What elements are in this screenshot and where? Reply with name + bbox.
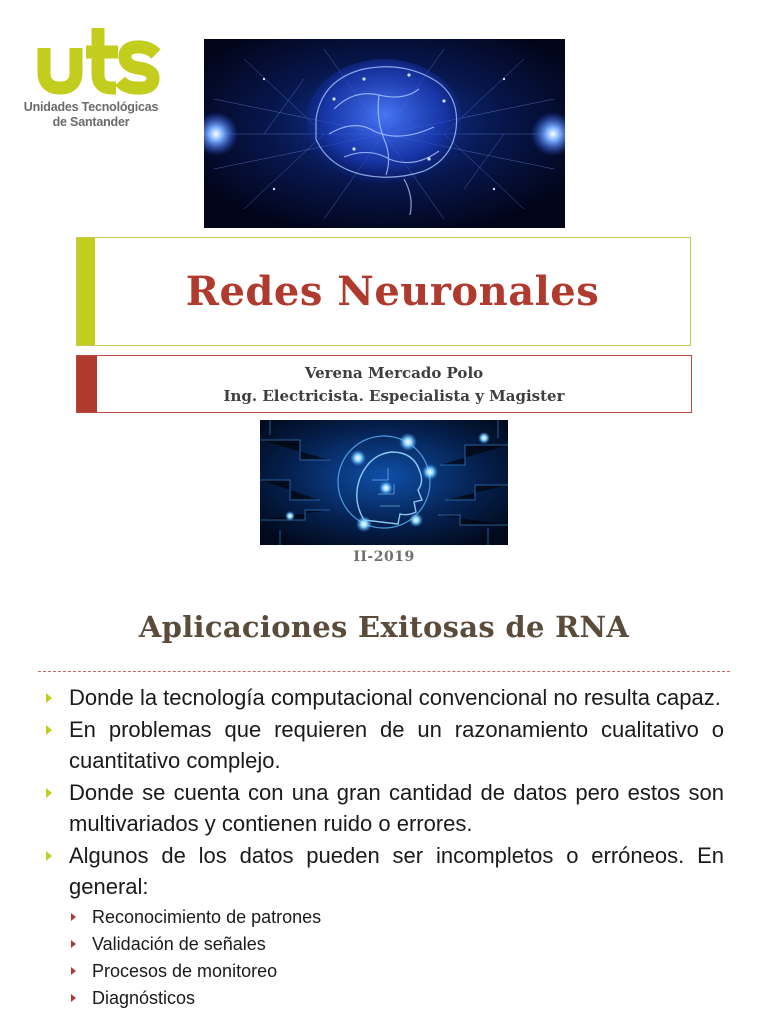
ai-circuit-head-image	[260, 420, 508, 545]
bullet-text: Algunos de los datos pueden ser incompletos o erróneos. En general:	[69, 843, 724, 899]
bullet-arrow-icon	[46, 725, 52, 735]
sub-bullet-text: Procesos de monitoreo	[92, 961, 278, 981]
list-item	[44, 777, 724, 839]
semester-label: II-2019	[353, 549, 415, 565]
logo-text-line1: Unidades Tecnológicas	[23, 100, 159, 114]
bullet-arrow-icon	[46, 851, 52, 861]
sub-bullet-arrow-icon	[71, 913, 76, 921]
bullet-list	[44, 682, 724, 1012]
sub-bullet-list	[44, 904, 724, 1012]
list-item	[44, 840, 724, 902]
sub-bullet-arrow-icon	[71, 967, 76, 975]
author-accent-bar	[77, 356, 97, 412]
author-role: Ing. Electricista. Especialista y Magister	[223, 387, 565, 405]
author-name: Verena Mercado Polo	[304, 364, 484, 382]
title-box	[76, 237, 691, 346]
logo-text-line2: de Santander	[52, 115, 130, 129]
uts-logo	[16, 20, 166, 132]
slide-title: Aplicaciones Exitosas de RNA	[138, 610, 630, 644]
sub-bullet-text: Diagnósticos	[92, 988, 196, 1008]
sub-list-item	[44, 958, 724, 985]
bullet-text: Donde la tecnología computacional convencional no resulta capaz.	[69, 685, 721, 710]
brain-network-image	[204, 39, 565, 228]
sub-bullet-arrow-icon	[71, 994, 76, 1002]
sub-list-item	[44, 931, 724, 958]
sub-bullet-text: Reconocimiento de patrones	[92, 907, 322, 927]
bullet-text: Donde se cuenta con una gran cantidad de datos pero estos son multivariados y contienen ruido o errores.	[69, 780, 724, 836]
bullet-arrow-icon	[46, 788, 52, 798]
author-info	[97, 362, 691, 408]
bullet-arrow-icon	[46, 693, 52, 703]
sub-list-item	[44, 904, 724, 931]
uts-logo-mark	[32, 20, 162, 98]
presentation-title: Redes Neuronales	[185, 268, 600, 315]
title-accent-bar	[77, 238, 95, 345]
title-divider	[38, 671, 730, 672]
bullet-text: En problemas que requieren de un razonamiento cualitativo o cuantitativo complejo.	[69, 717, 724, 773]
sub-list-item	[44, 985, 724, 1012]
sub-bullet-arrow-icon	[71, 940, 76, 948]
list-item	[44, 682, 724, 713]
author-box	[76, 355, 692, 413]
list-item	[44, 714, 724, 776]
sub-bullet-text: Validación de señales	[92, 934, 266, 954]
